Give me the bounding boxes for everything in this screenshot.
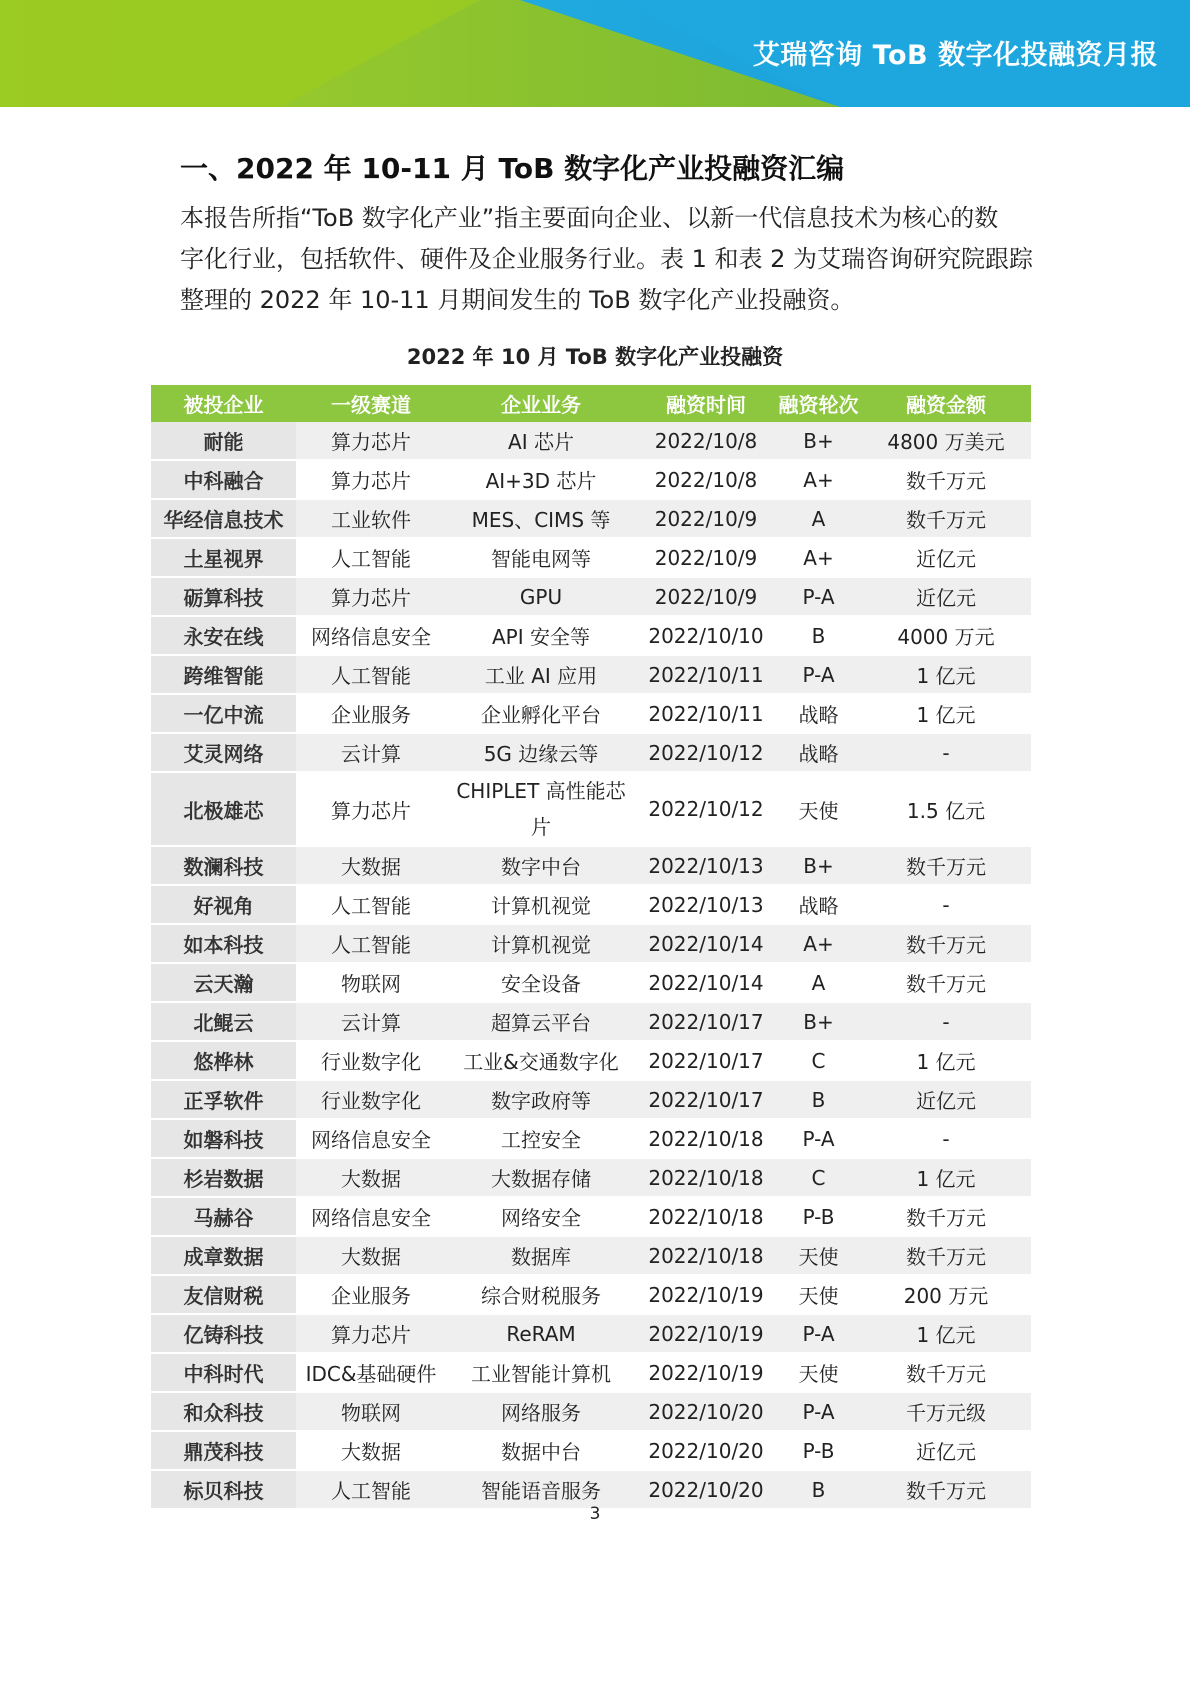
cell-date: 2022/10/18	[636, 1198, 776, 1237]
cell-amount: -	[861, 886, 1031, 925]
table-row	[151, 422, 1031, 461]
cell-date: 2022/10/20	[636, 1471, 776, 1510]
cell-amount: 1 亿元	[861, 695, 1031, 734]
table-row	[151, 539, 1031, 578]
cell-round: 天使	[776, 1237, 861, 1276]
cell-round: P-A	[776, 1393, 861, 1432]
cell-round: P-B	[776, 1432, 861, 1471]
cell-business: 安全设备	[446, 964, 636, 1003]
cell-sector: 大数据	[296, 847, 446, 886]
cell-business: 数字政府等	[446, 1081, 636, 1120]
cell-date: 2022/10/18	[636, 1159, 776, 1198]
cell-company: 砺算科技	[151, 578, 296, 617]
cell-date: 2022/10/20	[636, 1432, 776, 1471]
table-body	[151, 422, 1031, 1510]
cell-company: 土星视界	[151, 539, 296, 578]
cell-company: 好视角	[151, 886, 296, 925]
cell-business: AI+3D 芯片	[446, 461, 636, 500]
cell-date: 2022/10/19	[636, 1276, 776, 1315]
cell-round: A+	[776, 461, 861, 500]
cell-round: P-B	[776, 1198, 861, 1237]
cell-date: 2022/10/17	[636, 1003, 776, 1042]
cell-round: 战略	[776, 734, 861, 773]
cell-date: 2022/10/12	[636, 734, 776, 773]
cell-business: 网络服务	[446, 1393, 636, 1432]
cell-amount: 4800 万美元	[861, 422, 1031, 461]
cell-round: 天使	[776, 773, 861, 847]
brand-title: 艾瑞咨询 ToB 数字化投融资月报	[752, 40, 1158, 71]
cell-amount: 数千万元	[861, 925, 1031, 964]
cell-amount: 200 万元	[861, 1276, 1031, 1315]
cell-company: 中科时代	[151, 1354, 296, 1393]
cell-company: 和众科技	[151, 1393, 296, 1432]
cell-date: 2022/10/8	[636, 422, 776, 461]
table-row	[151, 1003, 1031, 1042]
section-heading: 一、2022 年 10-11 月 ToB 数字化产业投融资汇编	[180, 152, 845, 185]
cell-company: 跨维智能	[151, 656, 296, 695]
column-header-company: 被投企业	[151, 385, 296, 422]
cell-sector: 物联网	[296, 1393, 446, 1432]
cell-sector: 网络信息安全	[296, 1120, 446, 1159]
table-row	[151, 695, 1031, 734]
cell-round: B	[776, 617, 861, 656]
cell-round: 战略	[776, 886, 861, 925]
cell-date: 2022/10/12	[636, 773, 776, 847]
cell-date: 2022/10/9	[636, 500, 776, 539]
cell-round: P-A	[776, 1315, 861, 1354]
cell-amount: 近亿元	[861, 539, 1031, 578]
cell-amount: 近亿元	[861, 578, 1031, 617]
cell-business: 计算机视觉	[446, 886, 636, 925]
cell-business: 5G 边缘云等	[446, 734, 636, 773]
cell-business: 智能语音服务	[446, 1471, 636, 1510]
cell-company: 悠桦林	[151, 1042, 296, 1081]
column-header-business: 企业业务	[446, 385, 636, 422]
cell-business: 企业孵化平台	[446, 695, 636, 734]
cell-sector: 人工智能	[296, 925, 446, 964]
table-row	[151, 500, 1031, 539]
cell-business: 网络安全	[446, 1198, 636, 1237]
cell-company: 云天瀚	[151, 964, 296, 1003]
cell-amount: 千万元级	[861, 1393, 1031, 1432]
cell-sector: 企业服务	[296, 1276, 446, 1315]
table-row	[151, 847, 1031, 886]
table-row	[151, 925, 1031, 964]
cell-amount: 数千万元	[861, 964, 1031, 1003]
cell-amount: 4000 万元	[861, 617, 1031, 656]
cell-sector: 云计算	[296, 1003, 446, 1042]
cell-sector: 人工智能	[296, 539, 446, 578]
cell-company: 标贝科技	[151, 1471, 296, 1510]
cell-sector: 网络信息安全	[296, 617, 446, 656]
cell-sector: 算力芯片	[296, 461, 446, 500]
table-row	[151, 1237, 1031, 1276]
table-row	[151, 886, 1031, 925]
cell-company: 华经信息技术	[151, 500, 296, 539]
table-row	[151, 1354, 1031, 1393]
cell-company: 艾灵网络	[151, 734, 296, 773]
cell-business: 工业智能计算机	[446, 1354, 636, 1393]
cell-date: 2022/10/14	[636, 925, 776, 964]
intro-line: 本报告所指“ToB 数字化产业”指主要面向企业、以新一代信息技术为核心的数	[180, 204, 999, 232]
cell-round: B+	[776, 422, 861, 461]
cell-company: 耐能	[151, 422, 296, 461]
cell-business: 数字中台	[446, 847, 636, 886]
cell-amount: -	[861, 1003, 1031, 1042]
cell-sector: 算力芯片	[296, 1315, 446, 1354]
cell-date: 2022/10/13	[636, 847, 776, 886]
cell-company: 如本科技	[151, 925, 296, 964]
cell-date: 2022/10/19	[636, 1315, 776, 1354]
cell-sector: 物联网	[296, 964, 446, 1003]
table-row	[151, 656, 1031, 695]
cell-round: C	[776, 1042, 861, 1081]
cell-company: 数澜科技	[151, 847, 296, 886]
cell-sector: 网络信息安全	[296, 1198, 446, 1237]
cell-company: 成章数据	[151, 1237, 296, 1276]
cell-business: AI 芯片	[446, 422, 636, 461]
cell-sector: 算力芯片	[296, 422, 446, 461]
cell-round: 天使	[776, 1354, 861, 1393]
cell-business: 大数据存储	[446, 1159, 636, 1198]
cell-company: 马赫谷	[151, 1198, 296, 1237]
cell-round: A+	[776, 539, 861, 578]
header-banner	[0, 0, 1190, 107]
table-row	[151, 1276, 1031, 1315]
cell-amount: 数千万元	[861, 500, 1031, 539]
cell-amount: 近亿元	[861, 1432, 1031, 1471]
cell-round: 天使	[776, 1276, 861, 1315]
cell-business: 综合财税服务	[446, 1276, 636, 1315]
cell-business: CHIPLET 高性能芯片	[446, 773, 636, 847]
table-row	[151, 461, 1031, 500]
intro-paragraph	[180, 198, 1034, 321]
cell-business: 智能电网等	[446, 539, 636, 578]
cell-business: 工业&交通数字化	[446, 1042, 636, 1081]
cell-sector: 大数据	[296, 1237, 446, 1276]
cell-date: 2022/10/20	[636, 1393, 776, 1432]
cell-amount: 数千万元	[861, 461, 1031, 500]
table-row	[151, 1393, 1031, 1432]
cell-sector: 行业数字化	[296, 1081, 446, 1120]
cell-sector: IDC&基础硬件	[296, 1354, 446, 1393]
table-row	[151, 964, 1031, 1003]
table-row	[151, 578, 1031, 617]
column-header-round: 融资轮次	[776, 385, 861, 422]
table-caption: 2022 年 10 月 ToB 数字化产业投融资	[406, 345, 784, 369]
cell-round: B+	[776, 847, 861, 886]
cell-amount: 1 亿元	[861, 1159, 1031, 1198]
cell-sector: 人工智能	[296, 656, 446, 695]
cell-sector: 算力芯片	[296, 773, 446, 847]
cell-amount: 1.5 亿元	[861, 773, 1031, 847]
cell-company: 友信财税	[151, 1276, 296, 1315]
cell-amount: 数千万元	[861, 1237, 1031, 1276]
cell-round: P-A	[776, 656, 861, 695]
cell-company: 亿铸科技	[151, 1315, 296, 1354]
cell-sector: 云计算	[296, 734, 446, 773]
cell-sector: 企业服务	[296, 695, 446, 734]
cell-business: 工业 AI 应用	[446, 656, 636, 695]
cell-sector: 大数据	[296, 1159, 446, 1198]
table-row	[151, 1159, 1031, 1198]
cell-date: 2022/10/19	[636, 1354, 776, 1393]
cell-company: 如磐科技	[151, 1120, 296, 1159]
cell-amount: 1 亿元	[861, 1042, 1031, 1081]
cell-company: 鼎茂科技	[151, 1432, 296, 1471]
cell-amount: 数千万元	[861, 847, 1031, 886]
cell-date: 2022/10/11	[636, 656, 776, 695]
cell-company: 北鲲云	[151, 1003, 296, 1042]
intro-line: 字化行业，包括软件、硬件及企业服务行业。表 1 和表 2 为艾瑞咨询研究院跟踪	[180, 245, 1034, 273]
page-number: 3	[589, 1504, 601, 1524]
table-row	[151, 1315, 1031, 1354]
cell-round: C	[776, 1159, 861, 1198]
cell-round: A	[776, 500, 861, 539]
cell-sector: 算力芯片	[296, 578, 446, 617]
cell-date: 2022/10/10	[636, 617, 776, 656]
cell-round: P-A	[776, 1120, 861, 1159]
table-row	[151, 1120, 1031, 1159]
table-row	[151, 773, 1031, 847]
cell-sector: 行业数字化	[296, 1042, 446, 1081]
cell-business: 计算机视觉	[446, 925, 636, 964]
intro-line: 整理的 2022 年 10-11 月期间发生的 ToB 数字化产业投融资。	[180, 286, 855, 314]
table-row	[151, 1081, 1031, 1120]
cell-business: ReRAM	[446, 1315, 636, 1354]
cell-business: 超算云平台	[446, 1003, 636, 1042]
cell-date: 2022/10/18	[636, 1120, 776, 1159]
cell-date: 2022/10/13	[636, 886, 776, 925]
table-header-row	[151, 385, 1031, 422]
cell-round: B+	[776, 1003, 861, 1042]
cell-company: 北极雄芯	[151, 773, 296, 847]
cell-sector: 工业软件	[296, 500, 446, 539]
cell-amount: 近亿元	[861, 1081, 1031, 1120]
cell-round: A	[776, 964, 861, 1003]
cell-sector: 大数据	[296, 1432, 446, 1471]
cell-business: 数据中台	[446, 1432, 636, 1471]
cell-round: A+	[776, 925, 861, 964]
cell-amount: -	[861, 734, 1031, 773]
column-header-date: 融资时间	[636, 385, 776, 422]
table-row	[151, 617, 1031, 656]
cell-company: 正孚软件	[151, 1081, 296, 1120]
cell-date: 2022/10/14	[636, 964, 776, 1003]
cell-round: B	[776, 1081, 861, 1120]
cell-business: GPU	[446, 578, 636, 617]
cell-amount: 数千万元	[861, 1354, 1031, 1393]
cell-business: API 安全等	[446, 617, 636, 656]
cell-date: 2022/10/8	[636, 461, 776, 500]
table-row	[151, 1432, 1031, 1471]
table-row	[151, 734, 1031, 773]
cell-company: 永安在线	[151, 617, 296, 656]
cell-company: 一亿中流	[151, 695, 296, 734]
cell-round: P-A	[776, 578, 861, 617]
cell-amount: 1 亿元	[861, 656, 1031, 695]
cell-date: 2022/10/9	[636, 539, 776, 578]
column-header-sector: 一级赛道	[296, 385, 446, 422]
cell-sector: 人工智能	[296, 1471, 446, 1510]
cell-date: 2022/10/9	[636, 578, 776, 617]
cell-company: 杉岩数据	[151, 1159, 296, 1198]
cell-date: 2022/10/17	[636, 1042, 776, 1081]
cell-amount: 数千万元	[861, 1471, 1031, 1510]
cell-sector: 人工智能	[296, 886, 446, 925]
investment-table	[151, 385, 1031, 1510]
cell-round: B	[776, 1471, 861, 1510]
cell-business: 工控安全	[446, 1120, 636, 1159]
table-row	[151, 1198, 1031, 1237]
cell-date: 2022/10/11	[636, 695, 776, 734]
cell-amount: -	[861, 1120, 1031, 1159]
table-row	[151, 1042, 1031, 1081]
cell-amount: 1 亿元	[861, 1315, 1031, 1354]
cell-business: 数据库	[446, 1237, 636, 1276]
column-header-amount: 融资金额	[861, 385, 1031, 422]
cell-company: 中科融合	[151, 461, 296, 500]
cell-amount: 数千万元	[861, 1198, 1031, 1237]
cell-business: MES、CIMS 等	[446, 500, 636, 539]
cell-round: 战略	[776, 695, 861, 734]
investment-table-container	[151, 385, 1031, 1510]
cell-date: 2022/10/18	[636, 1237, 776, 1276]
cell-date: 2022/10/17	[636, 1081, 776, 1120]
